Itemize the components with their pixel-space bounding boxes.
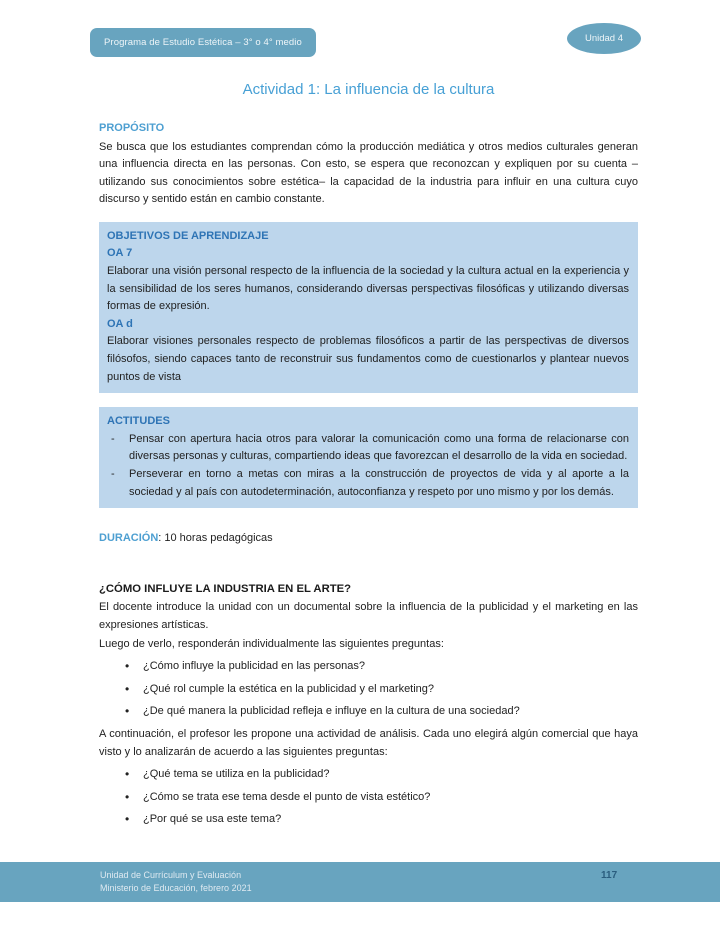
actitudes-item: - Perseverar en torno a metas con miras a la construcción de proyectos de vida y al aporte a la sociedad y al país con autodeterminación, autoconfianza y respeto por uno mismo y por los demás. <box>107 466 629 501</box>
footer-bar <box>0 862 720 902</box>
actitudes-box <box>99 407 638 508</box>
question-item: • ¿Por qué se usa este tema? <box>99 811 638 829</box>
section-paragraph-2: Luego de verlo, responderán individualmente las siguientes preguntas: <box>99 637 444 650</box>
question-item: • ¿De qué manera la publicidad refleja e influye en la cultura de una sociedad? <box>99 703 638 721</box>
footer-line-2: Ministerio de Educación, febrero 2021 <box>100 883 252 893</box>
section-paragraph-1: El docente introduce la unidad con un documental sobre la influencia de la publicidad y el marketing en las expresiones artísticas. <box>99 601 638 631</box>
footer-text <box>100 869 252 895</box>
question-item: • ¿Cómo influye la publicidad en las personas? <box>99 658 638 676</box>
duration-line <box>99 530 638 548</box>
question-item: • ¿Qué tema se utiliza en la publicidad? <box>99 766 638 784</box>
proposito-paragraph: Se busca que los estudiantes comprendan cómo la producción mediática y otros medios culturales generan una influencia directa en las personas. Con esto, se espera que reconozcan y expliquen por su cuenta –utilizando sus conocimientos sobre estética– la capacidad de la industria para influir en una cultura cuyo discurso y sentido están en cambio constante. <box>99 140 638 206</box>
footer-line-1: Unidad de Currículum y Evaluación <box>100 870 242 880</box>
actitudes-heading: ACTITUDES <box>107 415 170 428</box>
oa7-code: OA 7 <box>107 247 133 260</box>
oad-code: OA d <box>107 317 133 330</box>
section-heading: ¿CÓMO INFLUYE LA INDUSTRIA EN EL ARTE? <box>99 582 352 595</box>
program-badge: Programa de Estudio Estética – 3° o 4° medio <box>90 28 316 57</box>
section-paragraph-3: A continuación, el profesor les propone una actividad de análisis. Cada uno elegirá algún comercial que haya visto y lo analizarán de acuerdo a las siguientes preguntas: <box>99 727 638 758</box>
actitudes-item: - Pensar con apertura hacia otros para valorar la comunicación como una forma de relacionarse con diversas personas y culturas, compartiendo ideas que favorezcan el desarrollo de la vida en sociedad. <box>107 431 629 466</box>
proposito-heading: PROPÓSITO <box>99 122 165 134</box>
page-number: 117 <box>601 870 618 881</box>
oa7-text: Elaborar una visión personal respecto de la influencia de la sociedad y la cultura actual en la experiencia y la sensibilidad de los seres humanos, considerando diversas perspectivas filosóficas y utilizando diversas formas de expresión. <box>107 265 629 313</box>
activity-title: Actividad 1: La influencia de la cultura <box>242 81 495 98</box>
duration-label: DURACIÓN <box>99 532 159 545</box>
question-item: • ¿Cómo se trata ese tema desde el punto de vista estético? <box>99 789 638 807</box>
duration-value: : 10 horas pedagógicas <box>158 532 273 545</box>
questions-list-2 <box>99 766 638 829</box>
oad-text: Elaborar visiones personales respecto de problemas filosóficos a partir de las perspectivas de diversos filósofos, siendo capaces tanto de reconstruir sus fundamentos como de cuestionarlos y plantear nuevos puntos de vista <box>107 335 629 383</box>
objetivos-box <box>99 222 638 393</box>
page-content <box>0 80 720 829</box>
question-item: • ¿Qué rol cumple la estética en la publicidad y el marketing? <box>99 681 638 699</box>
unit-badge: Unidad 4 <box>567 23 641 54</box>
objetivos-heading: OBJETIVOS DE APRENDIZAJE <box>107 229 269 242</box>
questions-list-1 <box>99 658 638 721</box>
actitudes-list <box>107 431 629 501</box>
